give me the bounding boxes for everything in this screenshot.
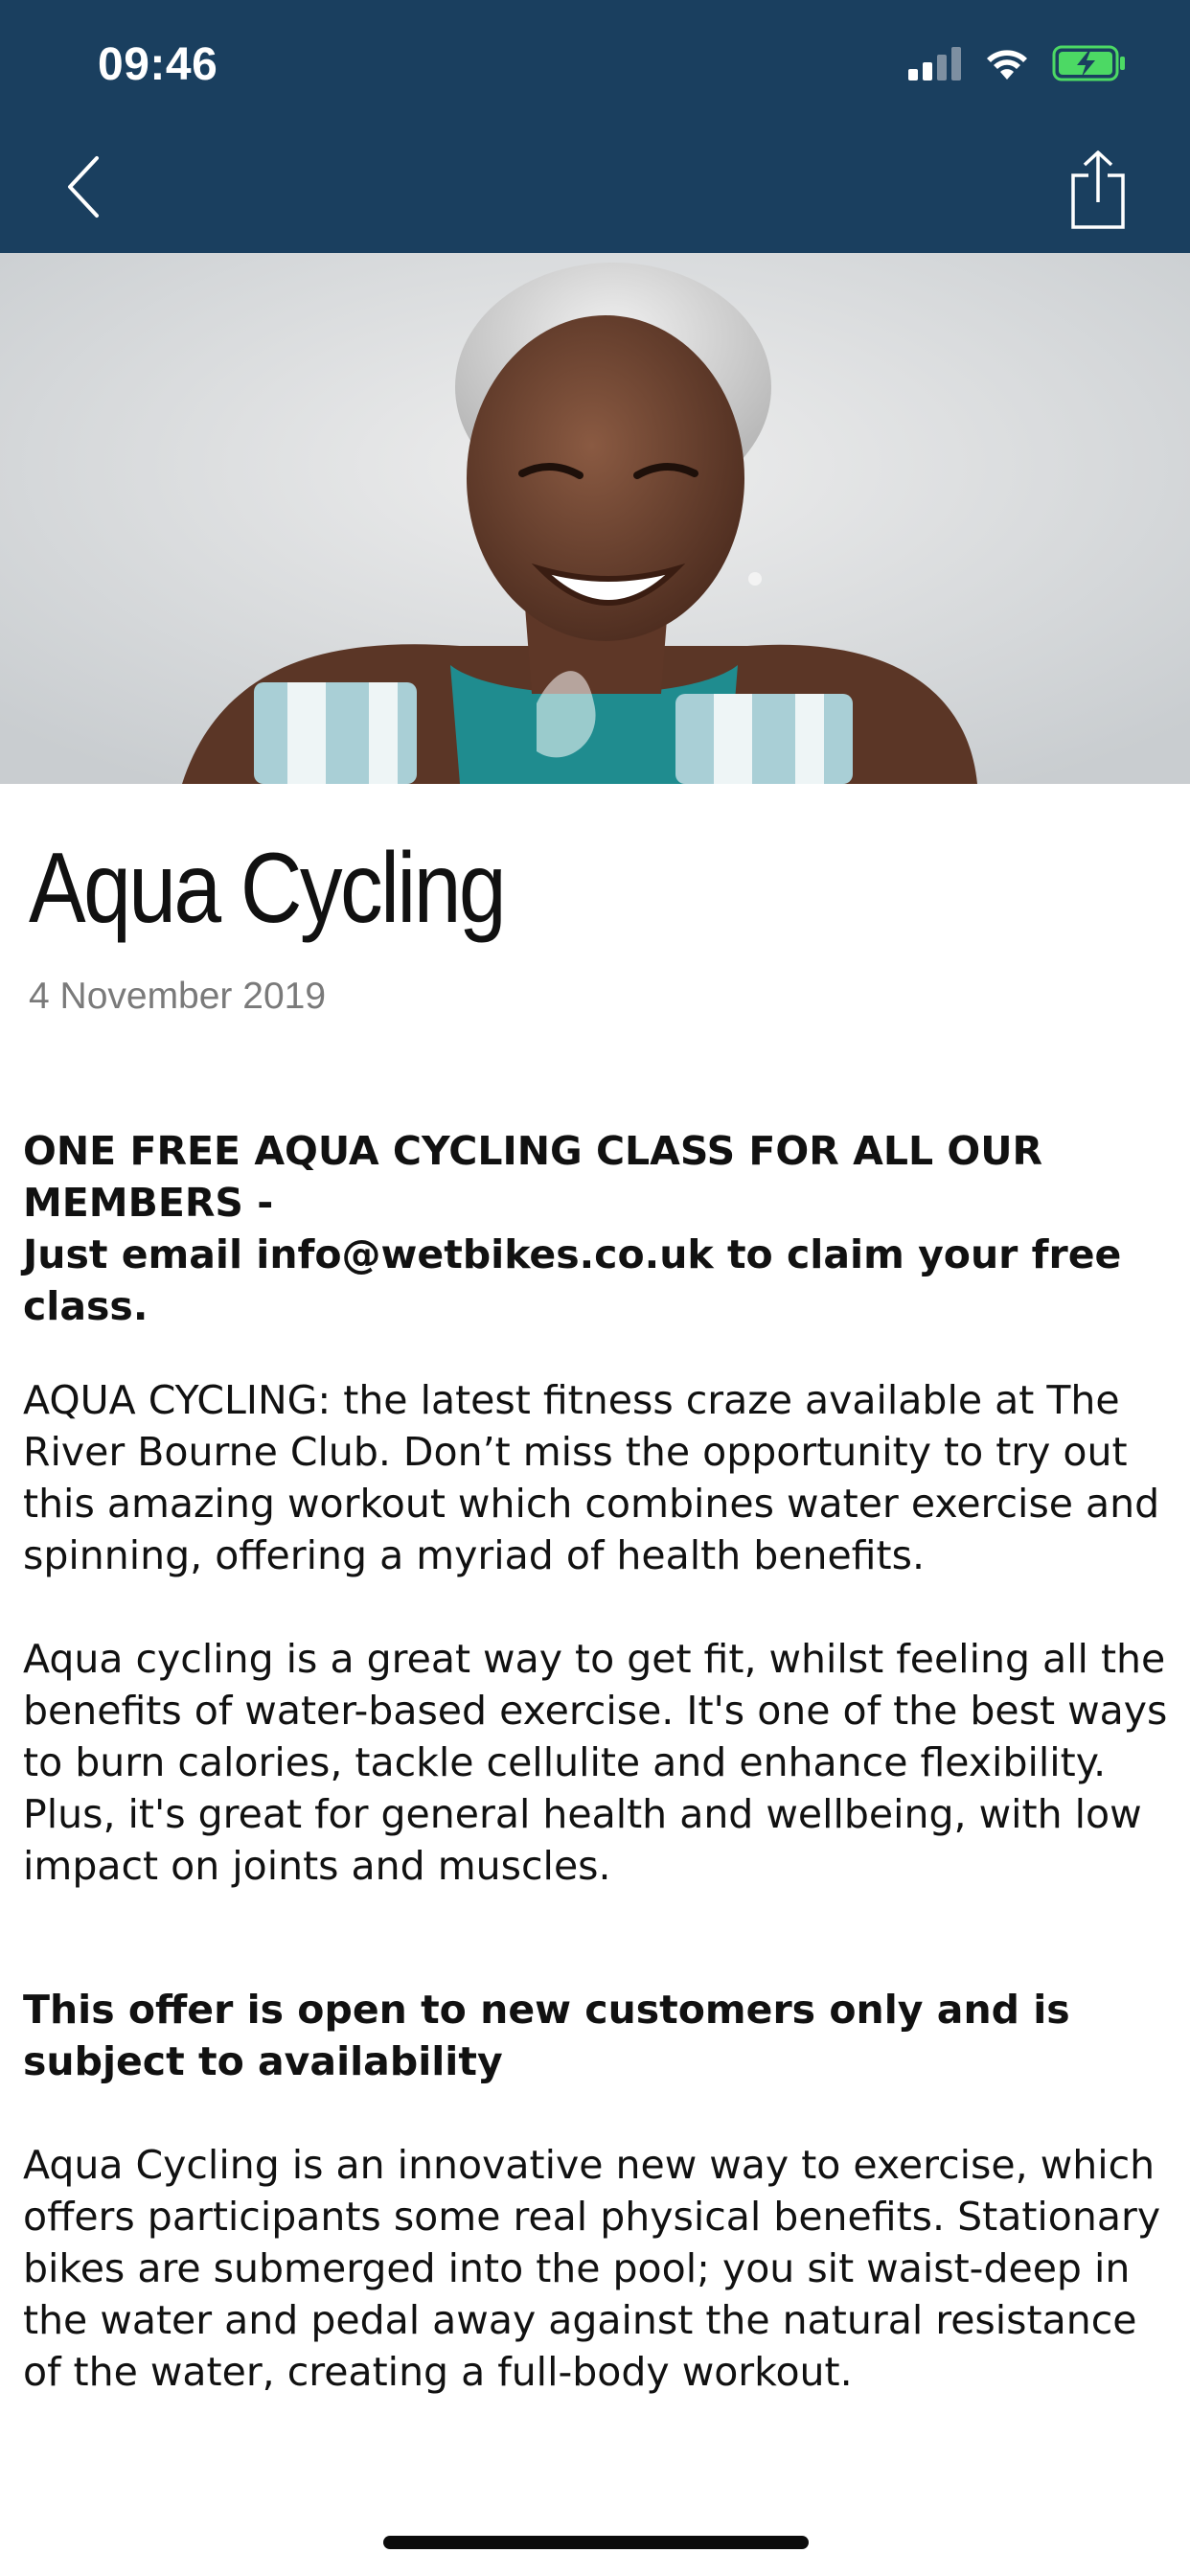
woman-smiling-photo [0, 253, 1190, 784]
offer-heading-line1: ONE FREE AQUA CYCLING CLASS FOR ALL OUR MEMBERS - [23, 1128, 1043, 1226]
chevron-left-icon [64, 154, 103, 219]
top-navigation-bar [0, 0, 1190, 253]
offer-note: This offer is open to new customers only and is subject to availability [23, 1987, 1070, 2084]
share-button[interactable] [1060, 144, 1136, 236]
offer-heading-line2: Just email info@wetbikes.co.uk to claim your free class. [23, 1231, 1122, 1329]
article-title: Aqua Cycling [29, 833, 505, 944]
status-time: 09:46 [98, 39, 218, 90]
article-body [23, 1125, 1173, 2398]
article-paragraph-1: AQUA CYCLING: the latest fitness craze available at The River Bourne Club. Don’t miss the opportunity to try out this amazing workout which combines water exercise and spinning, offering a myriad of health benefits. [23, 1377, 1160, 1578]
home-indicator[interactable] [383, 2536, 809, 2549]
share-icon [1067, 149, 1129, 231]
wifi-icon [983, 45, 1031, 81]
article-paragraph-2: Aqua cycling is a great way to get fit, whilst feeling all the benefits of water-based exercise. It's one of the best ways to burn calories, tackle cellulite and enhance flexibility. Plus, it's great for general health and wellbeing, with low impact on joints and muscles. [23, 1636, 1168, 1889]
article-paragraph-3: Aqua Cycling is an innovative new way to exercise, which offers participants some real physical benefits. Stationary bikes are submerged into the pool; you sit waist-deep in the water and pedal away against the natural resistance of the water, creating a full-body workout. [23, 2142, 1161, 2395]
back-button[interactable] [50, 144, 117, 230]
status-icons [908, 42, 1127, 84]
cellular-signal-icon [908, 46, 962, 80]
battery-charging-icon [1052, 45, 1127, 81]
article-date: 4 November 2019 [29, 976, 327, 1017]
hero-photo [0, 253, 1190, 784]
